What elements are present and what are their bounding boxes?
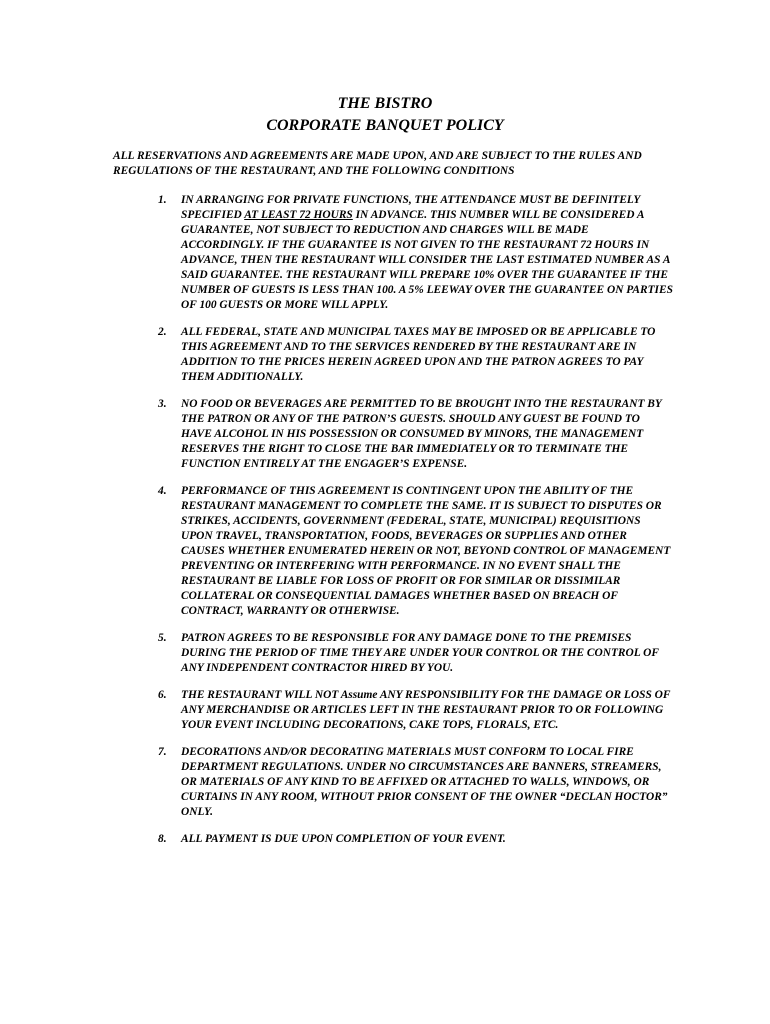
policy-item-number: 7. [158,746,167,758]
policy-item-text: ALL FEDERAL, STATE AND MUNICIPAL TAXES MAY BE IMPOSED OR BE APPLICABLE TO THIS AGREEMENT AND TO THE SERVICES RENDERED BY THE RESTAURANT ARE IN ADDITION TO THE PRICES HEREIN AGREED UPON AND THE PATRON AGREES TO PAY THEM ADDITIONALLY. [181,326,656,383]
policy-item-number: 1. [158,194,167,206]
intro-paragraph: ALL RESERVATIONS AND AGREEMENTS ARE MADE UPON, AND ARE SUBJECT TO THE RULES AND REGULATIONS OF THE RESTAURANT, AND THE FOLLOWING CONDITIONS [113,150,642,177]
policy-item-text-part: IN ARRANGING FOR PRIVATE FUNCTIONS, THE ATTENDANCE MUST BE DEFINITELY SPECIFIED [181,194,640,221]
document-title: THE BISTRO [337,95,433,112]
policy-list [113,193,673,859]
policy-item-2 [113,325,673,385]
policy-item-8 [113,832,673,847]
policy-item-text: DECORATIONS AND/OR DECORATING MATERIALS MUST CONFORM TO LOCAL FIRE DEPARTMENT REGULATIONS. UNDER NO CIRCUMSTANCES ARE BANNERS, STREAMERS, OR MATERIALS OF ANY KIND TO BE AFFIXED OR ATTACHED TO WALLS, WINDOWS, OR CURTAINS IN ANY ROOM, WITHOUT PRIOR CONSENT OF THE OWNER “DECLAN HOCTOR” ONLY. [181,746,668,818]
policy-item-4 [113,484,673,619]
policy-item-number: 5. [158,632,167,644]
policy-item-text: THE RESTAURANT WILL NOT Assume ANY RESPONSIBILITY FOR THE DAMAGE OR LOSS OF ANY MERCHANDISE OR ARTICLES LEFT IN THE RESTAURANT PRIOR TO OR FOLLOWING YOUR EVENT INCLUDING DECORATIONS, CAKE TOPS, FLORALS, ETC. [181,689,671,731]
policy-item-7 [113,745,673,820]
underlined-deadline: AT LEAST 72 HOURS [244,209,353,221]
policy-item-5 [113,631,673,676]
policy-item-text: PATRON AGREES TO BE RESPONSIBLE FOR ANY DAMAGE DONE TO THE PREMISES DURING THE PERIOD OF TIME THEY ARE UNDER YOUR CONTROL OR THE CONTROL OF ANY INDEPENDENT CONTRACTOR HIRED BY YOU. [181,632,659,674]
policy-item-number: 4. [158,485,167,497]
policy-item-1 [113,193,673,313]
policy-item-6 [113,688,673,733]
policy-item-text: NO FOOD OR BEVERAGES ARE PERMITTED TO BE BROUGHT INTO THE RESTAURANT BY THE PATRON OR ANY OF THE PATRON’S GUESTS. SHOULD ANY GUEST BE FOUND TO HAVE ALCOHOL IN HIS POSSESSION OR CONSUMED BY MINORS, THE MANAGEMENT RESERVES THE RIGHT TO CLOSE THE BAR IMMEDIATELY OR TO TERMINATE THE FUNCTION ENTIRELY AT THE ENGAGER’S EXPENSE. [181,398,662,470]
policy-item-3 [113,397,673,472]
document-subtitle: CORPORATE BANQUET POLICY [266,117,504,134]
policy-item-number: 6. [158,689,167,701]
policy-item-text-part: IN ADVANCE. THIS NUMBER WILL BE CONSIDERED A GUARANTEE, NOT SUBJECT TO REDUCTION AND CHARGES WILL BE MADE ACCORDINGLY. IF THE GUARANTEE IS NOT GIVEN TO THE RESTAURANT 72 HOURS IN ADVANCE, THEN THE RESTAURANT WILL CONSIDER THE LAST ESTIMATED NUMBER AS A SAID GUARANTEE. THE RESTAURANT WILL PREPARE 10% OVER THE GUARANTEE IF THE NUMBER OF GUESTS IS LESS THAN 100. A 5% LEEWAY OVER THE GUARANTEE ON PARTIES OF 100 GUESTS OR MORE WILL APPLY. [181,209,673,311]
policy-item-number: 2. [158,326,167,338]
policy-item-text: ALL PAYMENT IS DUE UPON COMPLETION OF YOUR EVENT. [181,833,506,845]
policy-item-text [181,193,673,313]
policy-item-number: 8. [158,833,167,845]
policy-item-text: PERFORMANCE OF THIS AGREEMENT IS CONTINGENT UPON THE ABILITY OF THE RESTAURANT MANAGEMENT TO COMPLETE THE SAME. IT IS SUBJECT TO DISPUTES OR STRIKES, ACCIDENTS, GOVERNMENT (FEDERAL, STATE, MUNICIPAL) REQUISITIONS UPON TRAVEL, TRANSPORTATION, FOODS, BEVERAGES OR SUPPLIES AND OTHER CAUSES WHETHER ENUMERATED HEREIN OR NOT, BEYOND CONTROL OF MANAGEMENT PREVENTING OR INTERFERING WITH PERFORMANCE. IN NO EVENT SHALL THE RESTAURANT BE LIABLE FOR LOSS OF PROFIT OR FOR SIMILAR OR DISSIMILAR COLLATERAL OR CONSEQUENTIAL DAMAGES WHETHER BASED ON BREACH OF CONTRACT, WARRANTY OR OTHERWISE. [181,485,671,617]
policy-item-number: 3. [158,398,167,410]
